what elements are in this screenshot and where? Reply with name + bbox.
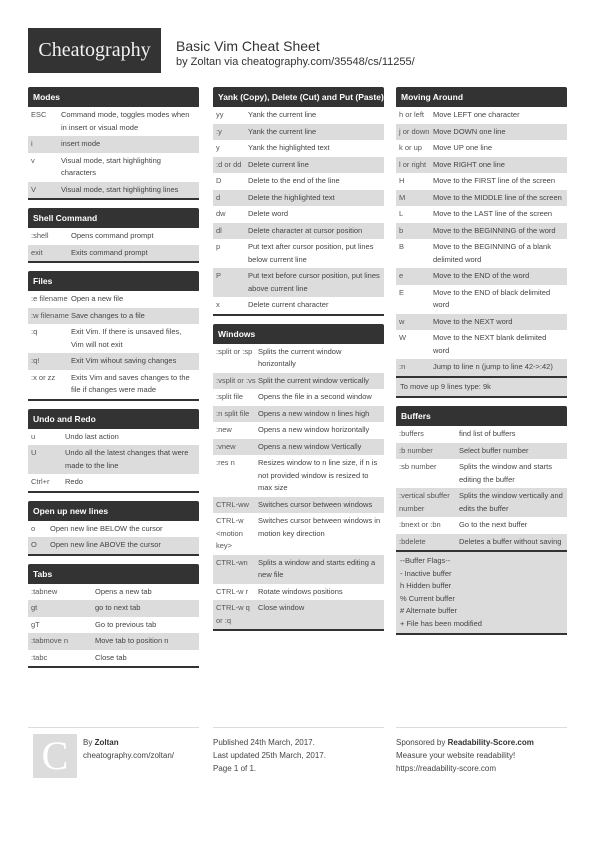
table-row [396, 314, 567, 331]
command-description: Visual mode, start highlighting characters [61, 155, 161, 177]
table-row [213, 373, 384, 390]
sponsor-name[interactable]: Readability-Score.com [447, 738, 534, 747]
command-key: p [216, 242, 221, 251]
command-description: Opens the file in a second window [258, 392, 372, 401]
command-description: Exits Vim and saves changes to the file if changes were made [71, 372, 190, 394]
command-description: Open new line ABOVE the cursor [50, 540, 161, 549]
section-header: Files [28, 271, 199, 291]
section-rows [213, 344, 384, 630]
column-1 [28, 87, 199, 676]
command-description: Yank the highlighted text [248, 143, 330, 152]
command-key: w [399, 316, 405, 326]
command-description: Command mode, toggles modes when in insert or visual mode [61, 110, 190, 132]
command-key: o [31, 523, 36, 533]
command-description: Switches cursor between windows [258, 499, 373, 509]
command-key: :split or :sp [216, 346, 253, 356]
buffer-flag-line: % Current buffer [400, 593, 455, 603]
section-header: Shell Command [28, 208, 199, 228]
table-row [28, 617, 199, 634]
command-description: Deletes a buffer without saving [459, 536, 562, 546]
table-row [396, 534, 567, 551]
section-rows [28, 521, 199, 554]
command-description: Move RIGHT one line [433, 159, 505, 169]
command-key: CTRL-w <motion key> [216, 516, 244, 550]
command-key: :bnext or :bn [399, 520, 441, 529]
command-description: Save changes to a file [71, 310, 145, 320]
footer-author [28, 727, 199, 796]
command-key: dw [216, 209, 226, 218]
command-description: Delete the highlighted text [248, 192, 335, 202]
table-row [28, 291, 199, 308]
section-rows [396, 107, 567, 376]
table-row [213, 268, 384, 297]
command-key: V [31, 184, 37, 194]
table-row [396, 268, 567, 285]
table-row [213, 140, 384, 157]
table-row [396, 285, 567, 314]
command-key: u [31, 431, 36, 441]
table-row [213, 206, 384, 223]
table-row [28, 474, 199, 491]
command-description: Delete word [248, 209, 289, 218]
table-row [28, 584, 199, 601]
table-row [213, 455, 384, 497]
command-key: :q! [31, 356, 40, 365]
command-description: Undo all the latest changes that were made to the line [65, 448, 189, 470]
command-key: :split file [216, 392, 244, 401]
published-date: Published 24th March, 2017. [213, 738, 315, 747]
command-key: :tabmove n [31, 636, 69, 645]
table-row [396, 124, 567, 141]
command-description: Open new line BELOW the cursor [50, 523, 163, 533]
buffer-flag-line: --Buffer Flags-- [400, 556, 451, 565]
table-row [396, 173, 567, 190]
command-key: CTRL-w r [216, 586, 249, 596]
section-header: Modes [28, 87, 199, 107]
section-rows [28, 228, 199, 261]
table-row [213, 223, 384, 240]
command-key: :d or dd [216, 159, 242, 169]
table-row [213, 600, 384, 629]
command-key: B [399, 242, 405, 251]
command-description: find list of buffers [459, 429, 516, 438]
command-description: Open a new file [71, 294, 124, 303]
command-key: CTRL-wn [216, 557, 248, 567]
buffer-flag-line: + File has been modified [400, 618, 482, 628]
command-description: Move UP one line [433, 143, 493, 152]
author-link[interactable]: cheatography.com/zoltan/ [83, 751, 175, 760]
command-key: gT [31, 619, 40, 629]
section-buffers [396, 406, 567, 635]
buffer-flag-line: h Hidden buffer [400, 581, 452, 590]
command-key: W [399, 333, 407, 342]
table-row [396, 190, 567, 207]
command-key: :buffers [399, 429, 424, 438]
command-description: Undo last action [65, 431, 119, 441]
footer-sponsor [396, 727, 567, 775]
table-row [28, 136, 199, 153]
table-row [213, 239, 384, 268]
command-key: d [216, 192, 221, 202]
table-row [396, 426, 567, 443]
command-key: :n [399, 362, 406, 371]
buffer-flag-line: # Alternate buffer [400, 606, 457, 615]
column-3 [396, 87, 567, 643]
section-header: Undo and Redo [28, 409, 199, 429]
command-key: P [216, 271, 222, 280]
section-rows [28, 107, 199, 198]
author-name[interactable]: Zoltan [94, 738, 119, 747]
command-description: Select buffer number [459, 445, 529, 455]
command-key: CTRL-w q or :q [216, 603, 250, 625]
section-rows [28, 584, 199, 667]
table-row [28, 370, 199, 399]
command-key: :e filename [31, 294, 68, 303]
buffer-flags-note [396, 550, 567, 633]
section-moving-around [396, 87, 567, 398]
command-description: Delete to the end of the line [248, 176, 340, 185]
sponsor-label: Sponsored by [396, 738, 446, 747]
table-row [28, 107, 199, 136]
section-undo-redo [28, 409, 199, 493]
command-description: go to next tab [95, 603, 141, 612]
updated-date: Last updated 25th March, 2017. [213, 751, 326, 760]
table-row [28, 153, 199, 182]
command-key: :b number [399, 445, 433, 455]
sponsor-tagline: Measure your website readability! [396, 751, 516, 760]
table-row [28, 324, 199, 353]
table-row [213, 406, 384, 423]
command-description: Delete current line [248, 159, 309, 169]
table-row [28, 182, 199, 199]
command-key: L [399, 209, 404, 218]
command-key: :sb number [399, 462, 437, 471]
section-header: Moving Around [396, 87, 567, 107]
section-rows [28, 429, 199, 491]
section-rows [213, 107, 384, 314]
command-key: U [31, 448, 37, 457]
table-row [213, 389, 384, 406]
command-key: E [399, 287, 405, 297]
command-description: insert mode [61, 139, 101, 148]
table-row [28, 429, 199, 446]
command-description: Splits the window vertically and edits the buffer [459, 491, 563, 513]
command-description: Put text after cursor position, put lines below current line [248, 242, 374, 264]
command-key: :new [216, 425, 232, 434]
command-key: M [399, 192, 406, 202]
table-row [213, 297, 384, 314]
table-row [396, 140, 567, 157]
command-description: Rotate windows positions [258, 586, 343, 596]
table-row [28, 521, 199, 538]
command-description: Opens command prompt [71, 231, 154, 240]
command-key: D [216, 176, 222, 185]
command-description: Switches cursor between windows in motion key direction [258, 516, 381, 538]
footer-dates [213, 727, 384, 775]
command-key: Ctrl+r [31, 477, 50, 486]
section-files [28, 271, 199, 401]
table-row [213, 513, 384, 555]
cheatography-logo[interactable]: Cheatography [28, 28, 161, 73]
command-description: Go to previous tab [95, 619, 157, 629]
section-tabs [28, 564, 199, 669]
command-key: :bdelete [399, 536, 426, 546]
command-key: l or right [399, 159, 427, 169]
command-description: Opens a new tab [95, 586, 152, 596]
table-row [28, 353, 199, 370]
command-description: Go to the next buffer [459, 520, 528, 529]
table-row [396, 488, 567, 517]
command-key: dl [216, 225, 222, 235]
command-description: Redo [65, 477, 83, 486]
table-row [213, 497, 384, 514]
command-key: j or down [399, 126, 430, 136]
section-header: Yank (Copy), Delete (Cut) and Put (Paste) [213, 87, 384, 107]
command-key: h or left [399, 110, 425, 119]
command-description: Jump to line n (jump to line 42->:42) [433, 362, 553, 371]
command-description: Move to the BEGINNING of the word [433, 225, 556, 235]
command-key: e [399, 271, 404, 280]
section-header: Windows [213, 324, 384, 344]
command-key: exit [31, 247, 43, 257]
table-row [213, 107, 384, 124]
command-key: i [31, 139, 33, 148]
command-description: Move to the END of the word [433, 271, 530, 280]
command-key: k or up [399, 143, 422, 152]
command-key: :vertical sbuffer number [399, 491, 450, 513]
command-description: Delete character at cursor position [248, 225, 363, 235]
command-description: Delete current character [248, 300, 329, 309]
table-row [213, 173, 384, 190]
section-rows [396, 426, 567, 550]
table-row [28, 537, 199, 554]
table-row [396, 517, 567, 534]
command-description: Split the current window vertically [258, 375, 369, 385]
section-header: Open up new lines [28, 501, 199, 521]
command-key: x [216, 300, 220, 309]
command-key: :vnew [216, 441, 236, 451]
table-row [28, 600, 199, 617]
buffer-flag-line: - Inactive buffer [400, 568, 452, 578]
table-row [396, 443, 567, 460]
table-row [213, 555, 384, 584]
command-key: :tabnew [31, 586, 58, 596]
command-key: :n split file [216, 408, 250, 418]
section-open-new-lines [28, 501, 199, 556]
table-row [28, 245, 199, 262]
command-description: Close tab [95, 652, 127, 662]
table-row [28, 445, 199, 474]
author-avatar: C [33, 734, 77, 778]
table-row [396, 157, 567, 174]
command-description: Move to the FIRST line of the screen [433, 176, 556, 185]
table-row [28, 228, 199, 245]
section-header: Buffers [396, 406, 567, 426]
command-description: Exit Vim wihout saving changes [71, 356, 177, 365]
command-description: Move DOWN one line [433, 126, 506, 136]
table-row [28, 308, 199, 325]
table-row [213, 124, 384, 141]
command-key: yy [216, 110, 224, 119]
command-description: Opens a new window n lines high [258, 408, 370, 418]
command-description: Move tab to position n [95, 636, 169, 645]
table-row [396, 206, 567, 223]
page-count: Page 1 of 1. [213, 764, 257, 773]
command-description: Move to the MIDDLE line of the screen [433, 192, 562, 202]
sponsor-link[interactable]: https://readability-score.com [396, 764, 497, 773]
command-description: Visual mode, start highlighting lines [61, 184, 179, 194]
command-key: :res n [216, 458, 235, 467]
table-row [28, 633, 199, 650]
command-key: :tabc [31, 652, 48, 662]
command-description: Move to the NEXT word [433, 316, 513, 326]
command-description: Opens a new window horizontally [258, 425, 370, 434]
section-rows [28, 291, 199, 399]
table-row [396, 359, 567, 376]
table-row [213, 584, 384, 601]
table-row [396, 239, 567, 268]
command-key: :vsplit or :vs [216, 375, 256, 385]
command-key: v [31, 155, 35, 165]
table-row [396, 223, 567, 240]
page-title: Basic Vim Cheat Sheet [176, 38, 320, 54]
command-description: Move to the END of black delimited word [433, 287, 551, 309]
command-description: Move to the NEXT blank delimited word [433, 333, 547, 355]
command-key: b [399, 225, 404, 235]
section-shell-command [28, 208, 199, 263]
command-key: CTRL-ww [216, 499, 249, 509]
table-row [396, 330, 567, 359]
section-yank-delete-put [213, 87, 384, 316]
command-key: :y [216, 126, 222, 136]
command-description: Move to the BEGINNING of a blank delimited word [433, 242, 551, 264]
command-key: H [399, 176, 405, 185]
command-description: Exits command prompt [71, 247, 148, 257]
section-modes [28, 87, 199, 200]
table-row [28, 650, 199, 667]
table-row [396, 459, 567, 488]
section-note: To move up 9 lines type: 9k [396, 376, 567, 397]
command-description: Splits the current window horizontally [258, 346, 342, 368]
command-description: Close window [258, 603, 305, 612]
table-row [396, 107, 567, 124]
table-row [213, 190, 384, 207]
command-description: Put text before cursor position, put lines above current line [248, 271, 380, 293]
command-key: O [31, 540, 37, 549]
command-key: :q [31, 327, 38, 336]
command-key: y [216, 143, 220, 152]
table-row [213, 439, 384, 456]
table-row [213, 422, 384, 439]
command-key: gt [31, 603, 38, 612]
command-description: Resizes window to n line size, if n is not provided window is resized to max size [258, 458, 378, 492]
command-description: Exit Vim. If there is unsaved files, Vim will not exit [71, 327, 182, 349]
command-key: :shell [31, 231, 49, 240]
page-subtitle: by Zoltan via cheatography.com/35548/cs/11255/ [176, 56, 415, 68]
section-header: Tabs [28, 564, 199, 584]
command-key: :w filename [31, 310, 69, 320]
command-description: Yank the current line [248, 126, 317, 136]
command-description: Yank the current line [248, 110, 317, 119]
command-description: Move LEFT one character [433, 110, 520, 119]
command-key: ESC [31, 110, 47, 119]
by-label: By [83, 738, 93, 747]
column-2 [213, 87, 384, 639]
command-description: Splits a window and starts editing a new file [258, 557, 376, 579]
command-description: Splits the window and starts editing the buffer [459, 462, 552, 484]
section-windows [213, 324, 384, 632]
command-description: Opens a new window Vertically [258, 441, 362, 451]
table-row [213, 157, 384, 174]
command-key: :x or zz [31, 372, 56, 382]
table-row [213, 344, 384, 373]
command-description: Move to the LAST line of the screen [433, 209, 553, 218]
